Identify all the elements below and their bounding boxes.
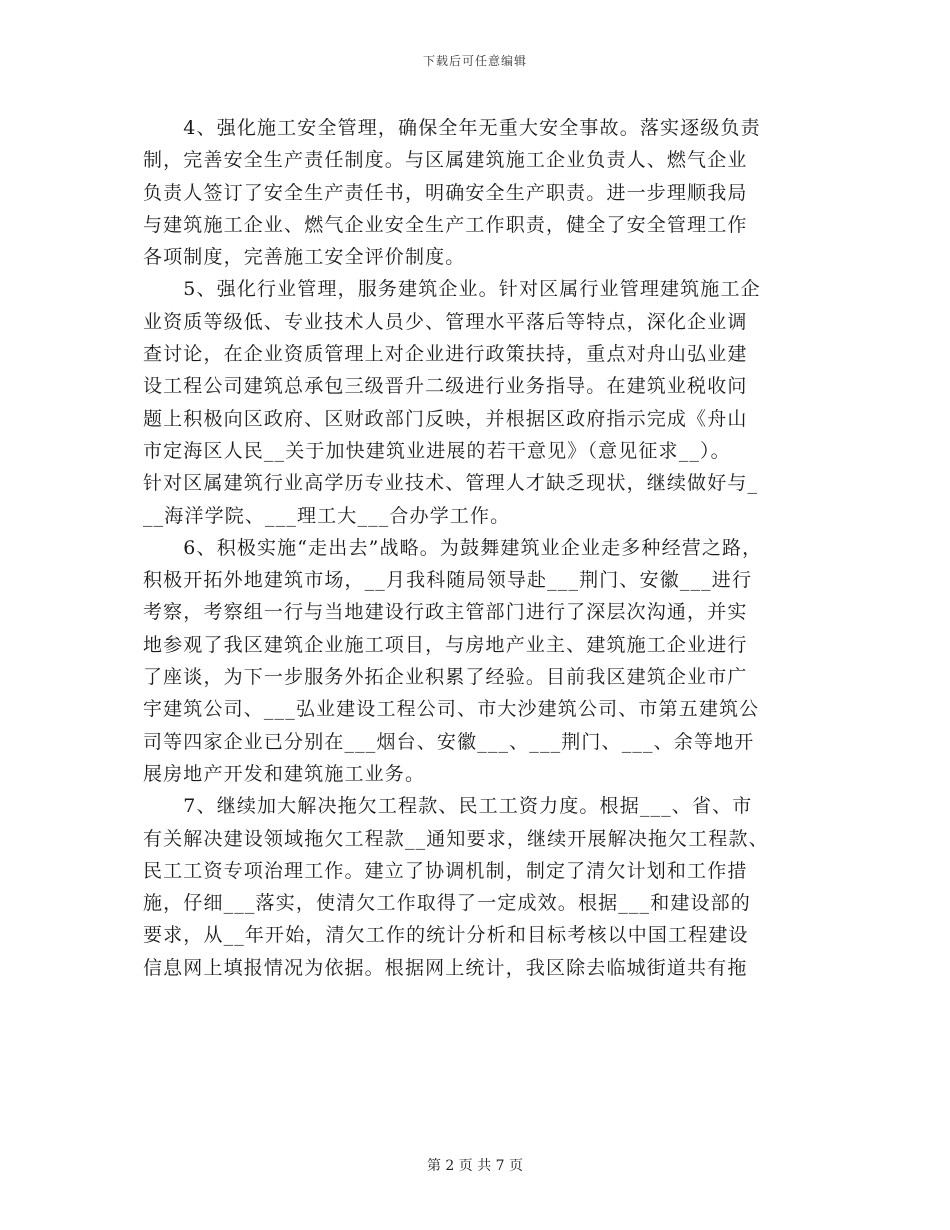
text-line: 要求，从__年开始，清欠工作的统计分析和目标考核以中国工程建设	[143, 924, 749, 947]
text-line: 7、继续加大解决拖欠工程款、民工工资力度。根据___、省、市	[143, 795, 753, 818]
text-line: __海洋学院、___理工大___合办学工作。	[143, 504, 511, 527]
text-line: 制，完善安全生产责任制度。与区属建筑施工企业负责人、燃气企业	[143, 149, 748, 172]
page-number: 第 2 页 共 7 页	[426, 1158, 524, 1174]
paragraph-5	[143, 273, 811, 531]
text-line: 题上积极向区政府、区财政部门反映，并根据区政府指示完成《舟山	[143, 407, 748, 430]
text-line: 考察，考察组一行与当地建设行政主管部门进行了深层次沟通，并实	[143, 601, 748, 624]
page-header: 下载后可任意编辑	[422, 54, 527, 68]
paragraph-4	[143, 112, 811, 273]
text-line: 查讨论，在企业资质管理上对企业进行政策扶持，重点对舟山弘业建	[143, 343, 748, 366]
text-line: 信息网上填报情况为依据。根据网上统计，我区除去临城街道共有拖	[143, 956, 748, 979]
text-line: 与建筑施工企业、燃气企业安全生产工作职责，健全了安全管理工作	[143, 213, 748, 236]
text-line: 针对区属建筑行业高学历专业技术、管理人才缺乏现状，继续做好与_	[143, 472, 759, 495]
text-line: 展房地产开发和建筑施工业务。	[143, 762, 426, 785]
text-line: 司等四家企业已分别在___烟台、安徽___、___荆门、___、余等地开	[143, 730, 755, 753]
text-line: 负责人签订了安全生产责任书，明确安全生产职责。进一步理顺我局	[143, 181, 748, 204]
paragraph-7	[143, 790, 811, 984]
text-line: 市定海区人民__关于加快建筑业进展的若干意见》（意见征求__）。	[143, 439, 731, 462]
text-line: 地参观了我区建筑企业施工项目，与房地产业主、建筑施工企业进行	[143, 633, 748, 656]
text-line: 设工程公司建筑总承包三级晋升二级进行业务指导。在建筑业税收问	[143, 375, 748, 398]
text-line: 5、强化行业管理，服务建筑企业。针对区属行业管理建筑施工企	[143, 278, 761, 301]
paragraph-6	[143, 532, 811, 790]
text-line: 宇建筑公司、___弘业建设工程公司、市大沙建筑公司、市第五建筑公	[143, 698, 760, 721]
text-line: 民工工资专项治理工作。建立了协调机制，制定了清欠计划和工作措	[143, 859, 748, 882]
text-line: 4、强化施工安全管理，确保全年无重大安全事故。落实逐级负责	[143, 117, 761, 139]
text-line: 有关解决建设领域拖欠工程款__通知要求，继续开展解决拖欠工程款、	[143, 827, 769, 850]
text-line: 积极开拓外地建筑市场，__月我科随局领导赴___荆门、安徽___进行	[143, 569, 753, 592]
text-line: 施，仔细___落实，使清欠工作取得了一定成效。根据___和建设部的	[143, 892, 751, 915]
text-line: 业资质等级低、专业技术人员少、管理水平落后等特点，深化企业调	[143, 310, 748, 333]
text-line: 6、积极实施“走出去”战略。为鼓舞建筑业企业走多种经营之路，	[143, 536, 763, 559]
document-body	[143, 112, 811, 984]
text-line: 了座谈，为下一步服务外拓企业积累了经验。目前我区建筑企业市广	[143, 666, 748, 689]
text-line: 各项制度，完善施工安全评价制度。	[143, 246, 466, 269]
